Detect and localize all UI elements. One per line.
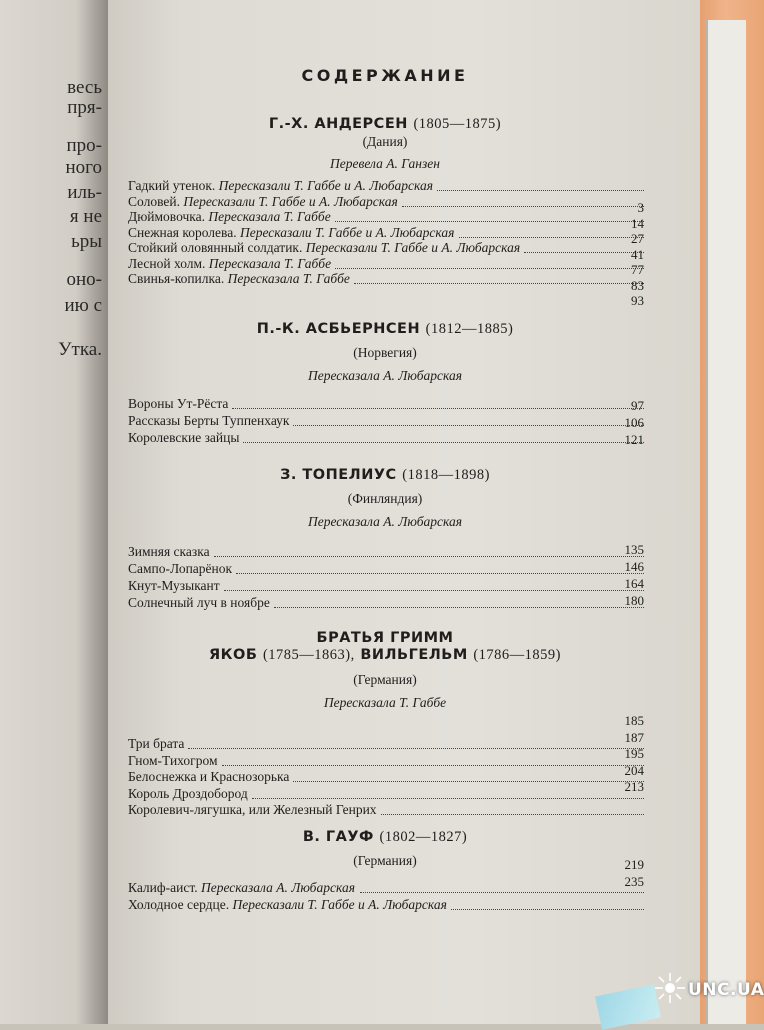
author-name: П.-К. АСБЬЕРНСЕН — [256, 321, 421, 337]
section-translator: Пересказала А. Любарская — [308, 368, 462, 383]
section-country: (Германия) — [353, 853, 417, 868]
author-years: (1818—1898) — [402, 467, 490, 483]
page-number: 180 — [624, 593, 644, 608]
contents-entry — [128, 769, 644, 784]
contents-entry — [128, 736, 644, 751]
dot-leader — [274, 607, 644, 608]
left-page-fragment: я не — [69, 206, 102, 227]
entry-title: Три брата — [128, 736, 185, 751]
contents-entry — [128, 209, 644, 224]
contents-entry — [128, 225, 644, 240]
contents-entry — [128, 240, 644, 255]
entry-title: Рассказы Берты Туппенхаук — [128, 413, 290, 428]
page-number: 195 — [624, 746, 644, 761]
page-number: 213 — [624, 779, 644, 794]
entry-reteller: Пересказала А. Любарская — [200, 880, 355, 895]
page-number: 14 — [631, 215, 644, 231]
left-page-fragment: весь — [67, 77, 102, 98]
entry-reteller: Пересказали Т. Габбе и А. Любарская — [183, 193, 398, 209]
entry-title: Вороны Ут-Рёста — [128, 396, 229, 411]
entry-title: Белоснежка и Краснозорька — [128, 769, 290, 784]
section-author — [170, 321, 600, 338]
contents-entry — [128, 802, 644, 817]
entry-title: Гном-Тихогром — [128, 752, 218, 768]
entry-reteller: Пересказала Т. Габбе — [208, 209, 331, 224]
sun-icon — [652, 970, 688, 1006]
author-years: (1805—1875) — [413, 116, 502, 132]
author-name: В. ГАУФ — [302, 829, 374, 845]
dot-leader — [335, 221, 644, 222]
page-number: 235 — [624, 873, 644, 889]
entry-title: Дюймовочка. — [128, 209, 206, 224]
dot-leader — [451, 909, 644, 910]
dot-leader — [236, 573, 644, 574]
dot-leader — [335, 268, 644, 269]
entry-reteller: Пересказали Т. Габбе и А. Любарская — [232, 896, 447, 912]
contents-entry — [128, 561, 644, 576]
entry-title: Холодное сердце. — [128, 896, 230, 912]
dot-leader — [214, 556, 644, 557]
author-name: З. ТОПЕЛИУС — [280, 467, 397, 483]
entry-reteller: Пересказали Т. Габбе и А. Любарская — [239, 224, 455, 240]
watermark-text: UNC.UA — [688, 980, 764, 1000]
dot-leader — [360, 892, 644, 893]
entry-title: Гадкий утенок. — [128, 178, 216, 193]
section-author — [170, 467, 600, 484]
contents-entry — [128, 430, 644, 445]
contents-entry — [128, 786, 644, 801]
page-number: 83 — [631, 277, 644, 293]
page-number: 185 — [624, 713, 644, 728]
dot-leader — [232, 408, 644, 409]
contents-entry — [128, 595, 644, 610]
left-page-fragment: иль- — [67, 182, 102, 203]
dot-leader — [437, 190, 644, 191]
page-number: 121 — [624, 432, 644, 447]
page-number: 27 — [631, 231, 644, 246]
page-number: 3 — [637, 200, 644, 215]
entry-title: Калиф-аист. — [128, 880, 198, 895]
entry-title: Король Дроздобород — [128, 785, 248, 801]
watermark-logo — [652, 968, 762, 1012]
entry-title: Королевич-лягушка, или Железный Генрих — [128, 802, 377, 817]
entry-reteller: Пересказала Т. Габбе — [208, 255, 332, 271]
section-author — [170, 829, 600, 846]
entry-reteller: Пересказали Т. Габбе и А. Любарская — [305, 240, 521, 255]
contents-entry — [128, 271, 644, 286]
dot-leader — [381, 814, 644, 815]
page-number: 204 — [624, 762, 644, 778]
entry-reteller: Пересказала Т. Габбе — [227, 271, 350, 286]
author-name: ВИЛЬГЕЛЬМ — [360, 647, 468, 663]
page-number: 187 — [624, 729, 644, 745]
contents-entry — [128, 194, 644, 209]
page-title: СОДЕРЖАНИЕ — [301, 66, 469, 85]
contents-entry — [128, 413, 644, 428]
entry-reteller: Пересказали Т. Габбе и А. Любарская — [218, 178, 434, 193]
entry-title: Кнут-Музыкант — [128, 578, 220, 593]
author-name: Г.-Х. АНДЕРСЕН — [268, 116, 408, 132]
entry-title: Свинья-копилка. — [128, 271, 225, 286]
left-page-fragment: пря- — [67, 97, 102, 118]
dot-leader — [293, 425, 644, 426]
contents-entry — [128, 880, 644, 895]
section-translator: Перевела А. Ганзен — [330, 156, 440, 171]
section-translator: Пересказала Т. Габбе — [323, 695, 447, 710]
entry-title: Стойкий оловянный солдатик. — [128, 240, 303, 255]
entry-title: Зимняя сказка — [128, 544, 210, 559]
page-number: 164 — [624, 576, 644, 591]
dot-leader — [188, 748, 644, 749]
author-years: (1812—1885) — [425, 321, 514, 337]
section-country: (Дания) — [362, 134, 408, 149]
page-number: 77 — [631, 262, 644, 277]
section-country: (Финляндия) — [347, 491, 423, 506]
section-country: (Германия) — [353, 672, 417, 687]
contents-entry — [128, 578, 644, 593]
dot-leader — [354, 283, 644, 284]
contents-entry — [128, 256, 644, 271]
left-page-fragment: Утка. — [58, 339, 102, 360]
page-number: 135 — [624, 542, 644, 557]
next-page-edge — [706, 20, 746, 1024]
left-facing-page — [0, 0, 108, 1024]
section-author — [170, 116, 600, 133]
section-country: (Норвегия) — [353, 345, 417, 360]
author-years: (1802—1827) — [379, 829, 468, 845]
page-number: 146 — [624, 559, 644, 574]
page-number: 93 — [631, 293, 644, 308]
entry-title: Королевские зайцы — [128, 430, 240, 445]
dot-leader — [243, 442, 644, 443]
dot-leader — [224, 590, 644, 591]
contents-entry — [128, 897, 644, 912]
page-number: 41 — [631, 246, 644, 262]
entry-title: Сампо-Лопарёнок — [128, 561, 233, 576]
dot-leader — [252, 798, 644, 799]
dot-leader — [222, 765, 644, 766]
contents-entry — [128, 178, 644, 193]
contents-entry — [128, 396, 644, 411]
left-page-fragment: ного — [65, 157, 102, 178]
entry-title: Лесной холм. — [128, 255, 206, 271]
author-name: ЯКОБ — [208, 647, 258, 663]
left-page-fragment: ию с — [64, 295, 102, 316]
section-translator: Пересказала А. Любарская — [308, 514, 462, 529]
contents-entry — [128, 753, 644, 768]
section-author: БРАТЬЯ ГРИММ — [316, 630, 454, 646]
author-years: (1786—1859) — [473, 647, 561, 663]
entry-title: Снежная королева. — [128, 224, 237, 240]
left-page-fragment: оно- — [66, 269, 102, 290]
author-years: (1785—1863), — [262, 647, 355, 663]
entry-title: Соловей. — [128, 193, 180, 209]
left-page-fragment: про- — [66, 135, 102, 156]
left-page-fragment: ьры — [71, 231, 102, 252]
page-number: 97 — [631, 398, 644, 413]
page-number: 219 — [624, 857, 644, 872]
entry-title: Солнечный луч в ноябре — [128, 595, 270, 610]
page-number: 106 — [624, 415, 644, 430]
contents-entry — [128, 544, 644, 559]
dot-leader — [293, 781, 644, 782]
section-author-line2 — [170, 647, 600, 664]
